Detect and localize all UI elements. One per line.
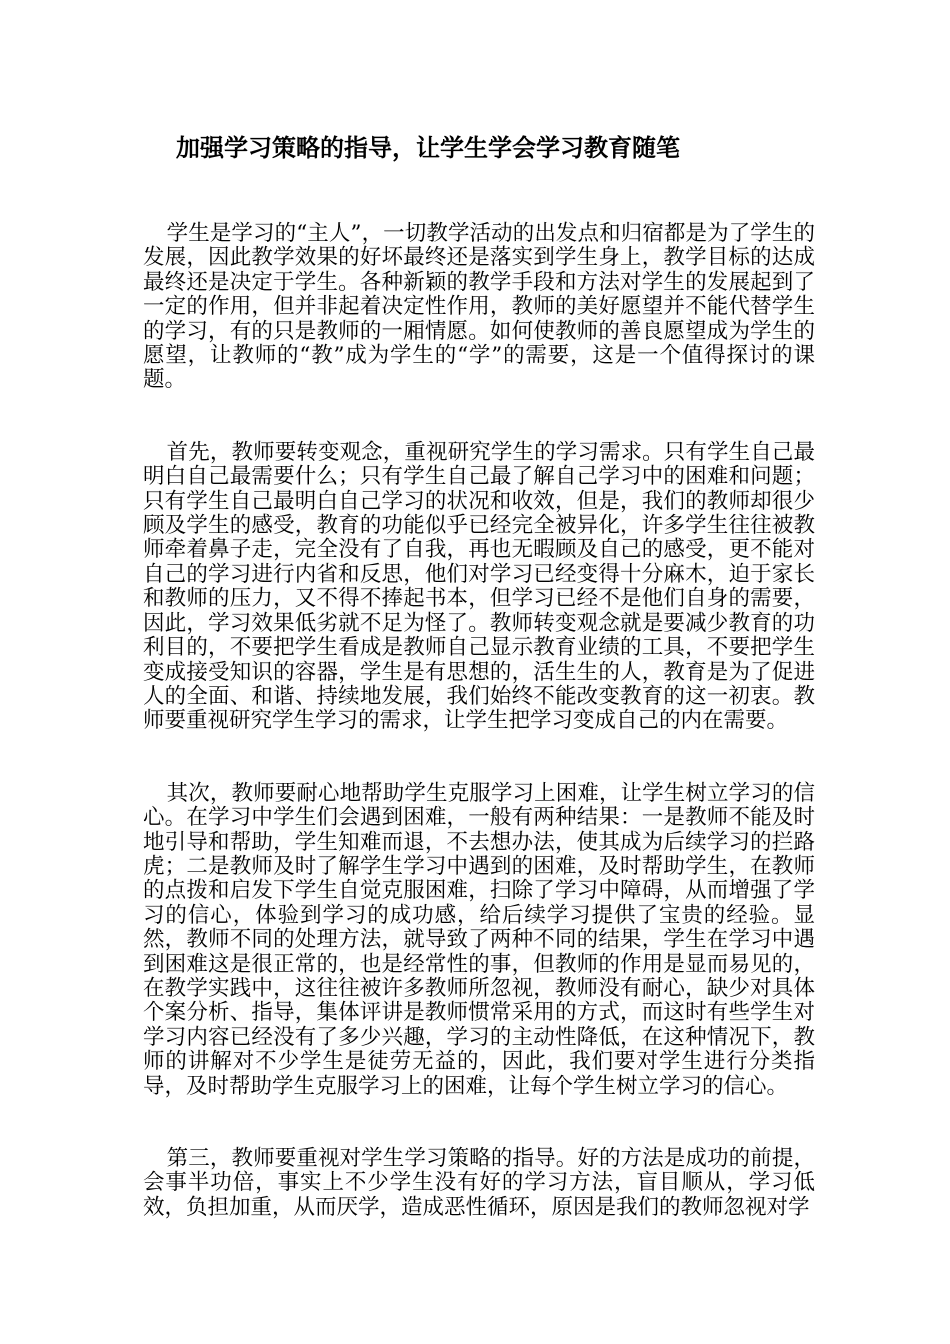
document-title: 加强学习策略的指导，让学生学会学习教育随笔 (176, 134, 680, 162)
paragraph-second-point: 其次，教师要耐心地帮助学生克服学习上困难，让学生树立学习的信心。在学习中学生们会遇到困难，一般有两种结果：一是教师不能及时地引导和帮助，学生知难而退，不去想办法，使其成为后续学习的拦路虎；二是教师及时了解学生学习中遇到的困难，及时帮助学生，在教师的点拨和启发下学生自觉克服困难，扫除了学习中障碍，从而增强了学习的信心，体验到学习的成功感，给后续学习提供了宝贵的经验。显然，教师不同的处理方法，就导致了两种不同的结果，学生在学习中遇到困难这是很正常的，也是经常性的事，但教师的作用是显而易见的，在教学实践中，这往往被许多教师所忽视，教师没有耐心，缺少对具体个案分析、指导，集体评讲是教师惯常采用的方式，而这时有些学生对学习内容已经没有了多少兴趣，学习的主动性降低，在这种情况下，教师的讲解对不少学生是徒劳无益的，因此，我们要对学生进行分类指导，及时帮助学生克服学习上的困难，让每个学生树立学习的信心。 (143, 780, 815, 1099)
paragraph-first-point: 首先，教师要转变观念，重视研究学生的学习需求。只有学生自己最明白自己最需要什么；只有学生自己最了解自己学习中的困难和问题；只有学生自己最明白自己学习的状况和收效，但是，我们的教师却很少顾及学生的感受，教育的功能似乎已经完全被异化，许多学生往往被教师牵着鼻子走，完全没有了自我，再也无暇顾及自己的感受，更不能对自己的学习进行内省和反思，他们对学习已经变得十分麻木，迫于家长和教师的压力，又不得不捧起书本，但学习已经不是他们自身的需要，因此，学习效果低劣就不足为怪了。教师转变观念就是要减少教育的功利目的，不要把学生看成是教师自己显示教育业绩的工具，不要把学生变成接受知识的容器，学生是有思想的，活生生的人，教育是为了促进人的全面、和谐、持续地发展，我们始终不能改变教育的这一初衷。教师要重视研究学生学习的需求，让学生把学习变成自己的内在需要。 (143, 439, 815, 734)
paragraph-intro: 学生是学习的“主人”，一切教学活动的出发点和归宿都是为了学生的发展，因此教学效果的好坏最终还是落实到学生身上，教学目标的达成最终还是决定于学生。各种新颖的教学手段和方法对学生的发展起到了一定的作用，但并非起着决定性作用，教师的美好愿望并不能代替学生的学习，有的只是教师的一厢情愿。如何使教师的善良愿望成为学生的愿望，让教师的“教”成为学生的“学”的需要，这是一个值得探讨的课题。 (143, 221, 815, 393)
paragraph-third-point: 第三，教师要重视对学生学习策略的指导。好的方法是成功的前提，会事半功倍，事实上不少学生没有好的学习方法，盲目顺从，学习低效，负担加重，从而厌学，造成恶性循环，原因是我们的教师忽视对学 (143, 1146, 815, 1220)
document-body (143, 222, 815, 1268)
